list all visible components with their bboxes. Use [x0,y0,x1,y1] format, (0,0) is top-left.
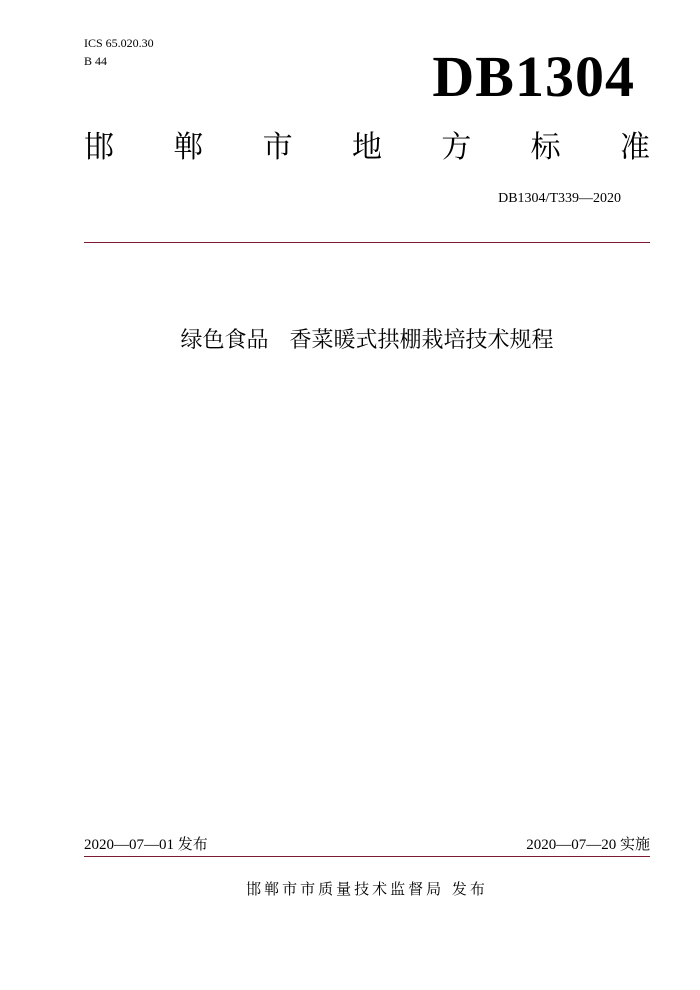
implementation-date: 2020—07—20 实施 [526,837,650,853]
db-code-mark: DB1304 [432,44,635,109]
standard-type-char: 郸 [173,130,204,165]
standard-type-char: 市 [262,130,293,165]
standard-type-char: 邯 [84,130,114,165]
bottom-divider [84,856,650,857]
ccs-code: B 44 [84,54,108,68]
release-date: 2020—07—01 发布 [84,837,208,853]
standard-type-heading [84,128,650,168]
ics-code: ICS 65.020.30 [84,36,154,50]
document-title: 绿色食品 香菜暖式拱棚栽培技术规程 [180,328,554,353]
top-divider [84,242,650,243]
standard-type-char: 准 [619,130,650,165]
issuing-authority: 邯郸市市质量技术监督局 发布 [246,880,488,898]
standard-type-char: 方 [441,130,472,165]
standard-number: DB1304/T339—2020 [498,191,621,206]
standard-type-char: 地 [351,130,382,165]
standard-type-char: 标 [530,130,561,165]
